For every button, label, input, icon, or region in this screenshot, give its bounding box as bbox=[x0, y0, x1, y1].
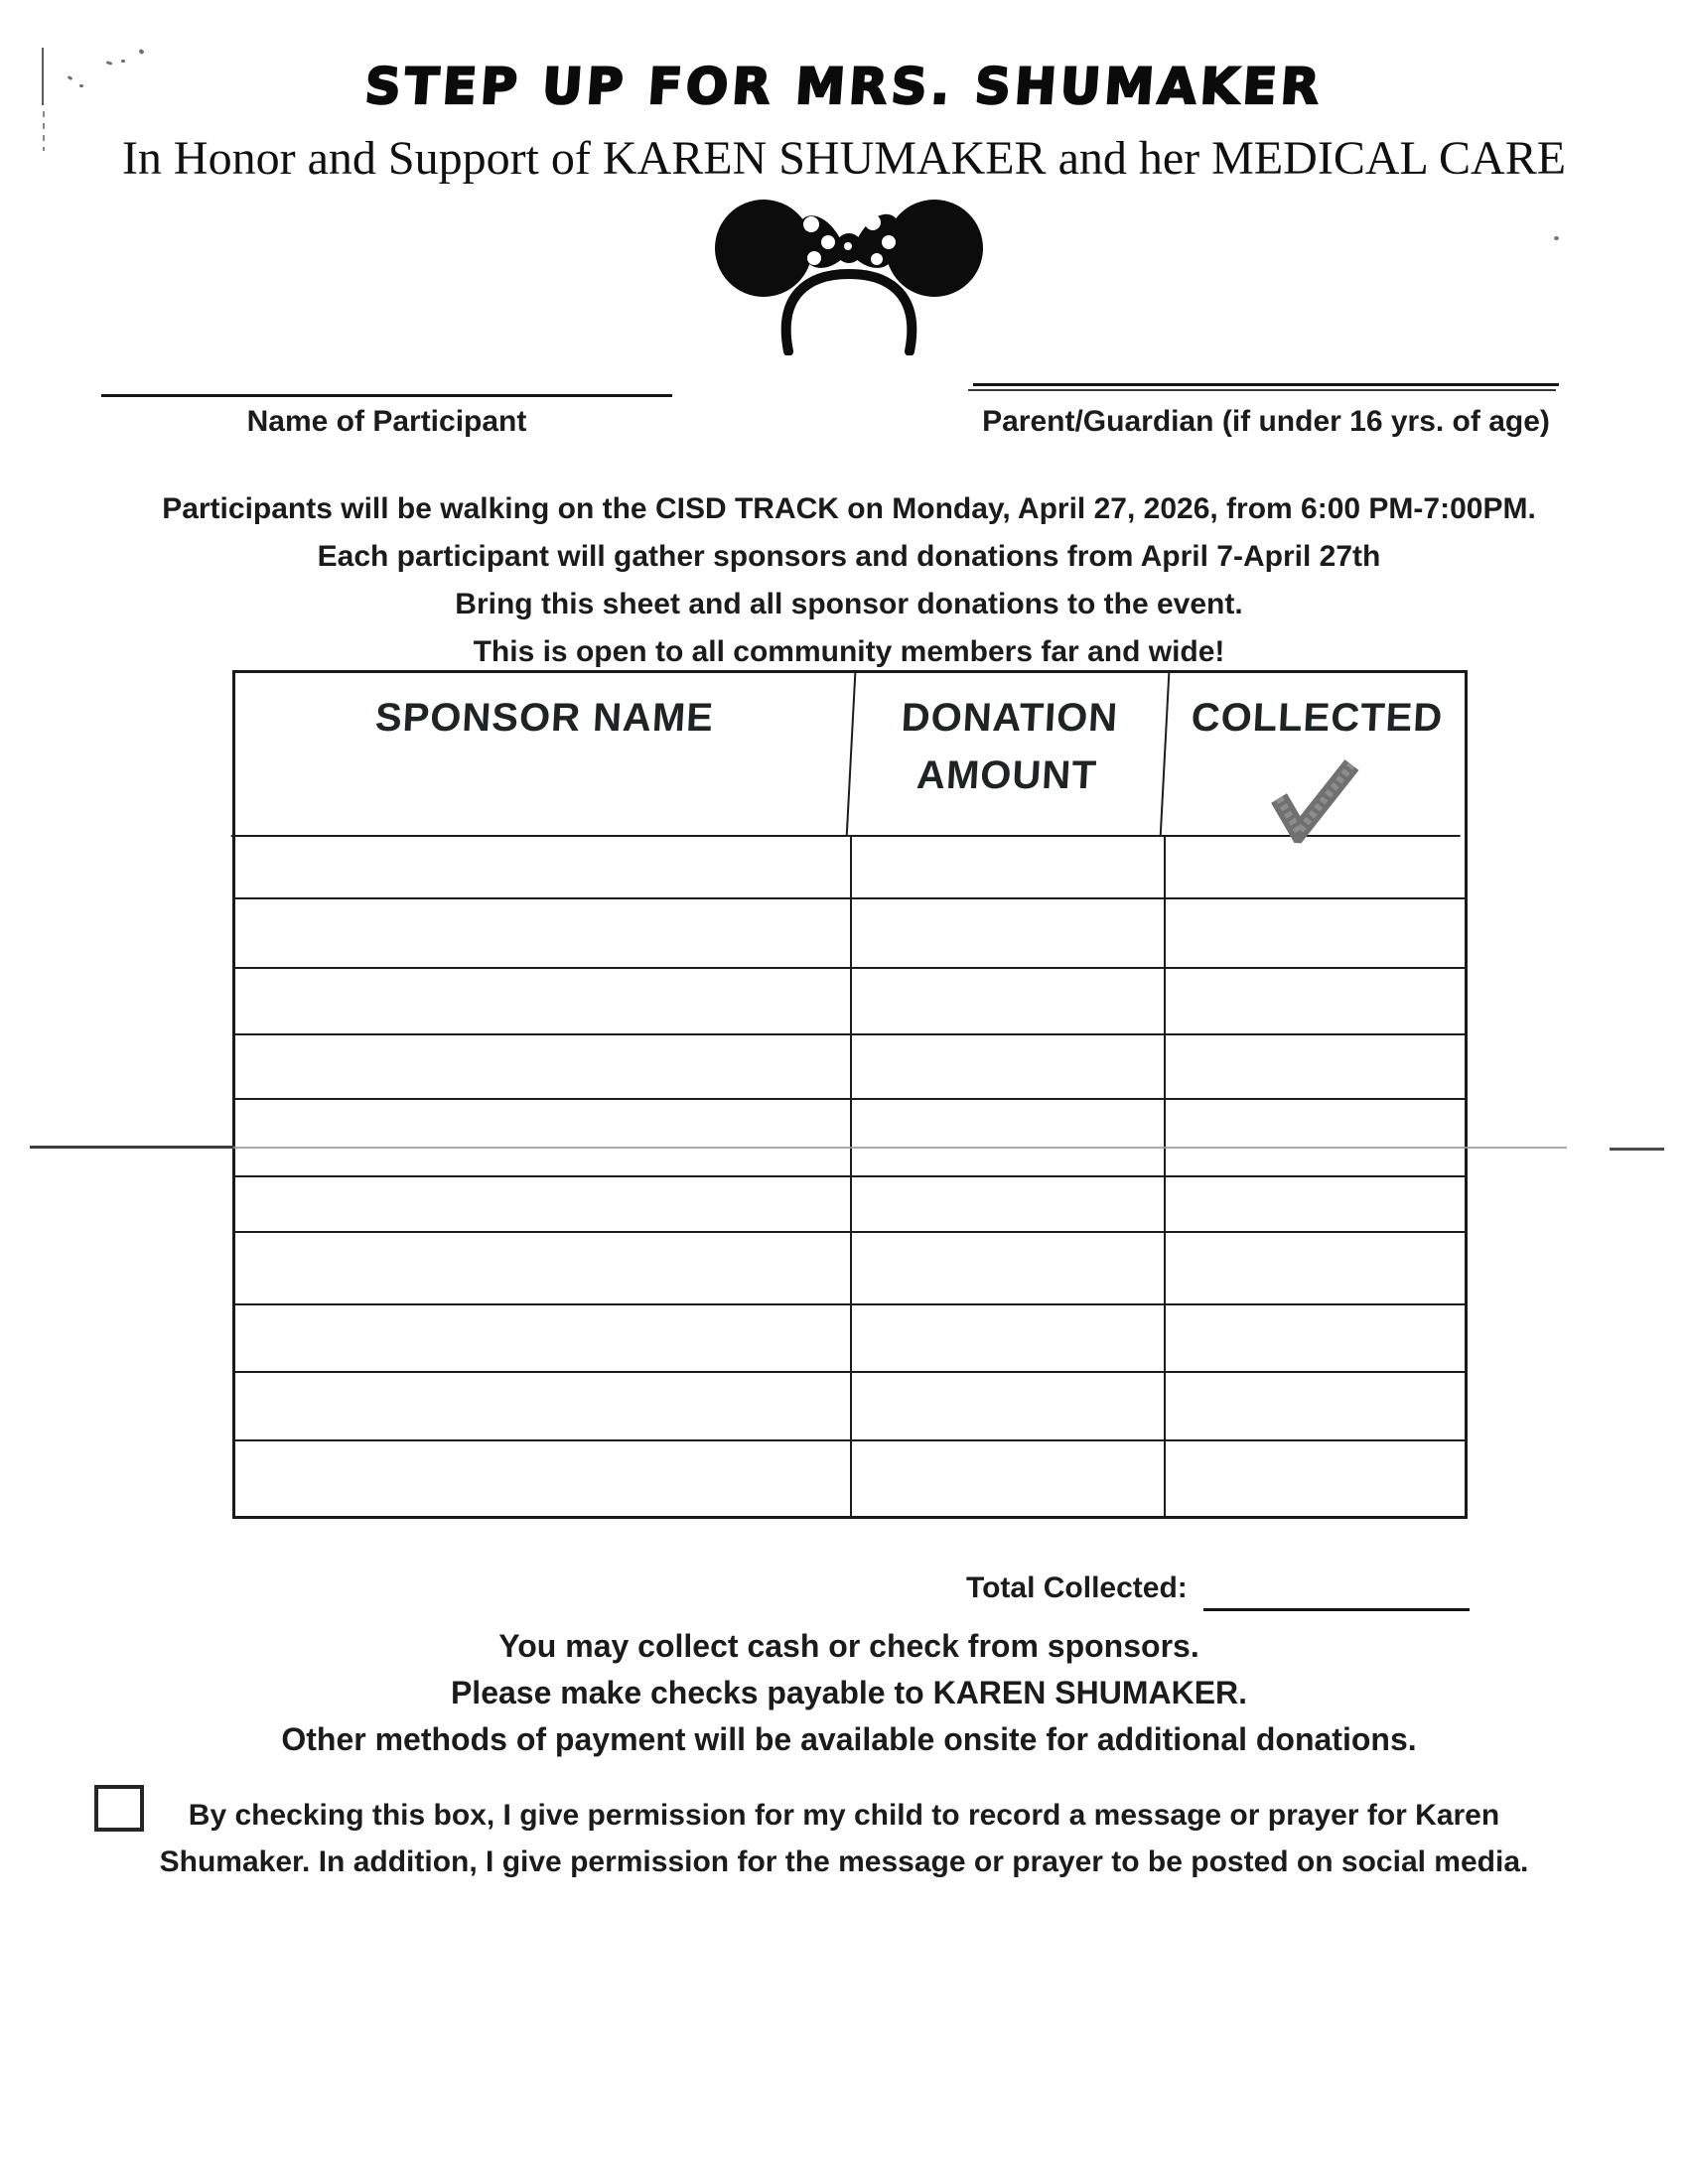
sponsor-name-cell[interactable] bbox=[235, 1100, 852, 1177]
payment-note: You may collect cash or check from sponsors. bbox=[498, 1628, 1199, 1664]
donation-amount-cell[interactable] bbox=[852, 969, 1166, 1035]
guardian-signature-line-echo bbox=[968, 389, 1556, 391]
collected-cell[interactable] bbox=[1166, 969, 1465, 1035]
sponsor-name-cell[interactable] bbox=[235, 899, 852, 969]
donation-amount-cell[interactable] bbox=[852, 1177, 1166, 1233]
sponsor-name-cell[interactable] bbox=[235, 1233, 852, 1305]
event-info-line: Each participant will gather sponsors and donations from April 7-April 27th bbox=[317, 540, 1381, 573]
donation-amount-cell[interactable] bbox=[852, 1305, 1166, 1373]
total-collected-line[interactable] bbox=[1203, 1608, 1470, 1611]
column-header-label: COLLECTED bbox=[1190, 696, 1445, 740]
sponsor-name-cell[interactable] bbox=[235, 1373, 852, 1441]
collected-cell[interactable] bbox=[1166, 1177, 1465, 1233]
event-info-paragraph bbox=[10, 485, 1688, 676]
sponsor-name-cell[interactable] bbox=[235, 837, 852, 899]
sponsor-name-cell[interactable] bbox=[235, 1441, 852, 1516]
sponsor-name-cell[interactable] bbox=[235, 1177, 852, 1233]
sponsor-name-cell[interactable] bbox=[235, 969, 852, 1035]
collected-cell[interactable] bbox=[1166, 1305, 1465, 1373]
event-info-line: This is open to all community members far and wide! bbox=[473, 635, 1225, 668]
scan-artifact-horizontal-line bbox=[30, 1147, 1567, 1149]
payment-notes bbox=[10, 1623, 1688, 1763]
scan-artifact-dot bbox=[1554, 236, 1559, 240]
collected-check-icon bbox=[1262, 752, 1363, 860]
donation-amount-cell[interactable] bbox=[852, 1233, 1166, 1305]
column-header-donation-amount bbox=[848, 673, 1171, 837]
donation-amount-cell[interactable] bbox=[852, 899, 1166, 969]
collected-cell[interactable] bbox=[1166, 1373, 1465, 1441]
donation-amount-cell[interactable] bbox=[852, 1035, 1166, 1100]
scan-artifact-horizontal-line-right bbox=[1610, 1148, 1664, 1151]
donation-amount-cell[interactable] bbox=[852, 1100, 1166, 1177]
payment-note: Other methods of payment will be available onsite for additional donations. bbox=[281, 1721, 1417, 1757]
permission-text: By checking this box, I give permission for my child to record a message or prayer for Karen Shumaker. In addition, I give permission for the message or prayer to be posted on social media. bbox=[159, 1799, 1529, 1878]
donation-amount-cell[interactable] bbox=[852, 1441, 1166, 1516]
column-header-label: DONATION AMOUNT bbox=[900, 696, 1120, 797]
page-title: STEP UP FOR MRS. SHUMAKER bbox=[362, 58, 1326, 115]
total-collected-label: Total Collected: bbox=[966, 1571, 1188, 1604]
minnie-ears-icon bbox=[712, 185, 986, 355]
column-header-collected bbox=[1162, 673, 1470, 837]
column-header-label: SPONSOR NAME bbox=[373, 696, 716, 740]
collected-cell[interactable] bbox=[1166, 899, 1465, 969]
collected-cell[interactable] bbox=[1166, 1233, 1465, 1305]
sponsor-name-cell[interactable] bbox=[235, 1305, 852, 1373]
column-header-sponsor-name bbox=[231, 673, 857, 837]
collected-cell[interactable] bbox=[1166, 1035, 1465, 1100]
donation-amount-cell[interactable] bbox=[852, 837, 1166, 899]
participant-signature-label: Name of Participant bbox=[246, 405, 527, 438]
guardian-signature-line[interactable] bbox=[973, 383, 1559, 386]
payment-note: Please make checks payable to KAREN SHUMAKER. bbox=[450, 1675, 1248, 1710]
sponsor-table bbox=[232, 670, 1468, 1519]
event-info-line: Participants will be walking on the CISD TRACK on Monday, April 27, 2026, from 6:00 PM-7:00PM. bbox=[162, 492, 1536, 525]
page-subtitle: In Honor and Support of KAREN SHUMAKER and her MEDICAL CARE bbox=[121, 132, 1567, 185]
event-info-line: Bring this sheet and all sponsor donations to the event. bbox=[455, 588, 1243, 620]
donation-amount-cell[interactable] bbox=[852, 1373, 1166, 1441]
guardian-signature-label: Parent/Guardian (if under 16 yrs. of age) bbox=[982, 405, 1550, 438]
participant-signature-line[interactable] bbox=[101, 394, 672, 397]
collected-cell[interactable] bbox=[1166, 1100, 1465, 1177]
collected-cell[interactable] bbox=[1166, 1441, 1465, 1516]
scan-artifact-horizontal-line-left bbox=[30, 1146, 233, 1149]
sponsor-name-cell[interactable] bbox=[235, 1035, 852, 1100]
